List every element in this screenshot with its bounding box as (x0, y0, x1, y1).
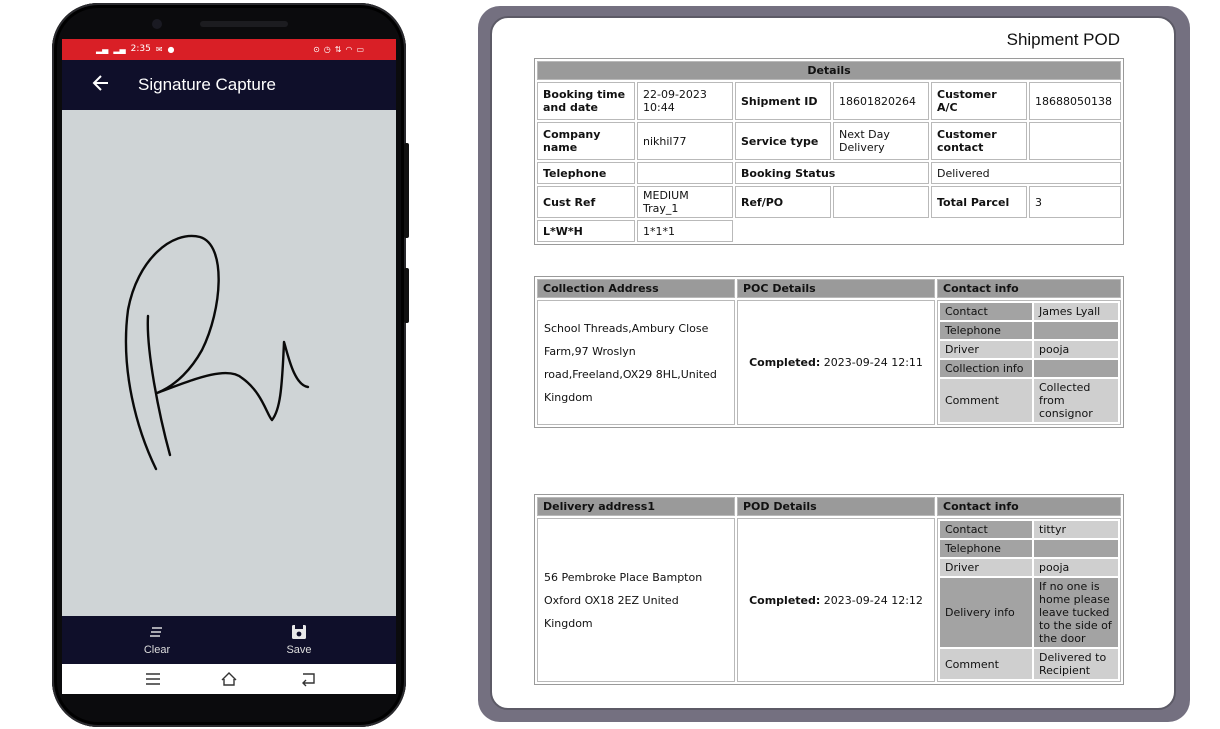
lwh-value: 1*1*1 (637, 220, 733, 242)
save-icon (289, 622, 309, 642)
delivery-table (534, 494, 1124, 685)
collection-table (534, 276, 1124, 428)
system-nav-bar (62, 664, 396, 694)
contact-info-table (938, 519, 1120, 681)
home-icon[interactable] (220, 671, 238, 687)
company-name-label: Company name (537, 122, 635, 160)
service-type-value: Next Day Delivery (833, 122, 929, 160)
booking-status-label: Booking Status (735, 162, 929, 184)
contact-label: Contact (940, 521, 1032, 538)
document-page (490, 16, 1176, 710)
page-title: Shipment POD (1006, 30, 1120, 49)
collection-address-header: Collection Address (537, 279, 735, 298)
customer-contact-value (1029, 122, 1121, 160)
driver-value: pooja (1034, 559, 1118, 576)
total-parcel-label: Total Parcel (931, 186, 1027, 218)
cust-ref-value: MEDIUM Tray_1 (637, 186, 733, 218)
back-nav-icon[interactable] (300, 671, 318, 687)
details-header: Details (537, 61, 1121, 80)
empty-cell (735, 220, 1121, 242)
phone-device (52, 3, 406, 727)
delivery-address-header: Delivery address1 (537, 497, 735, 516)
pod-details (737, 518, 935, 682)
collection-info-label: Collection info (940, 360, 1032, 377)
completed-label: Completed: (749, 356, 821, 369)
whatsapp-icon: ● (167, 45, 175, 54)
telephone-value (1034, 322, 1118, 339)
delivery-info-label: Delivery info (940, 578, 1032, 647)
completed-label: Completed: (749, 593, 821, 607)
driver-label: Driver (940, 341, 1032, 358)
signature-stroke (62, 110, 396, 616)
delivery-info-value: If no one is home please leave tucked to the side of the door (1034, 578, 1118, 647)
telephone-label: Telephone (940, 540, 1032, 557)
customer-ac-value: 18688050138 (1029, 82, 1121, 120)
delivery-contact-info (937, 518, 1121, 682)
collection-info-value (1034, 360, 1118, 377)
booking-time-label: Booking time and date (537, 82, 635, 120)
telephone-value (637, 162, 733, 184)
battery-icon: ▭ (356, 45, 364, 54)
shipment-id-label: Shipment ID (735, 82, 831, 120)
comment-label: Comment (940, 649, 1032, 679)
alarm-icon: ◷ (323, 45, 331, 54)
customer-contact-label: Customer contact (931, 122, 1027, 160)
poc-details (737, 300, 935, 425)
shipment-id-value: 18601820264 (833, 82, 929, 120)
address-line: School Threads,Ambury Close (544, 321, 709, 335)
back-arrow-icon[interactable] (90, 70, 112, 96)
address-line: Oxford OX18 2EZ United Kingdom (544, 593, 679, 630)
booking-time-value: 22-09-2023 10:44 (637, 82, 733, 120)
collection-contact-header: Contact info (937, 279, 1121, 298)
telephone-label: Telephone (940, 322, 1032, 339)
customer-ac-label: Customer A/C (931, 82, 1027, 120)
comment-value: Collected from consignor (1034, 379, 1118, 422)
address-line: Farm,97 Wroslyn (544, 344, 636, 358)
wifi-icon: ◠ (345, 45, 353, 54)
booking-status-value: Delivered (931, 162, 1121, 184)
cust-ref-label: Cust Ref (537, 186, 635, 218)
clear-button[interactable] (127, 622, 187, 656)
collection-address (537, 300, 735, 425)
lwh-label: L*W*H (537, 220, 635, 242)
address-line: 56 Pembroke Place Bampton (544, 570, 703, 584)
collection-contact-info (937, 300, 1121, 425)
signature-canvas[interactable] (62, 110, 396, 616)
earpiece-speaker (200, 21, 288, 27)
document-frame (478, 6, 1190, 722)
address-line: Kingdom (544, 390, 593, 404)
telephone-value (1034, 540, 1118, 557)
service-type-label: Service type (735, 122, 831, 160)
ref-po-label: Ref/PO (735, 186, 831, 218)
bottom-action-bar (62, 616, 396, 664)
poc-details-header: POC Details (737, 279, 935, 298)
contact-value: tittyr (1034, 521, 1118, 538)
company-name-value: nikhil77 (637, 122, 733, 160)
contact-label: Contact (940, 303, 1032, 320)
app-bar (62, 60, 396, 110)
contact-info-table (938, 301, 1120, 424)
signal-icon-2: ▂▄ (113, 45, 126, 54)
power-button (404, 268, 409, 323)
phone-screen (62, 39, 396, 694)
pod-details-header: POD Details (737, 497, 935, 516)
mail-icon: ✉ (155, 45, 163, 54)
telephone-label: Telephone (537, 162, 635, 184)
front-camera (152, 19, 162, 29)
save-label: Save (286, 644, 312, 656)
status-time: 2:35 (130, 44, 151, 54)
status-bar (62, 39, 396, 60)
app-title: Signature Capture (138, 75, 276, 94)
address-line: road,Freeland,OX29 8HL,United (544, 367, 717, 381)
clear-label: Clear (143, 644, 171, 656)
delivery-contact-header: Contact info (937, 497, 1121, 516)
comment-value: Delivered to Recipient (1034, 649, 1118, 679)
location-icon: ⊙ (313, 45, 320, 54)
menu-icon[interactable] (144, 671, 162, 687)
completed-value: 2023-09-24 12:12 (823, 593, 923, 607)
clear-icon (147, 622, 167, 642)
comment-label: Comment (940, 379, 1032, 422)
contact-value: James Lyall (1034, 303, 1118, 320)
driver-value: pooja (1034, 341, 1118, 358)
ref-po-value (833, 186, 929, 218)
completed-value: 2023-09-24 12:11 (823, 356, 923, 369)
delivery-address (537, 518, 735, 682)
total-parcel-value: 3 (1029, 186, 1121, 218)
volume-button (404, 143, 409, 238)
driver-label: Driver (940, 559, 1032, 576)
save-button[interactable] (269, 622, 329, 656)
details-table (534, 58, 1124, 245)
signal-icon: ▂▄ (96, 45, 109, 54)
network-icon: ⇅ (334, 45, 342, 54)
